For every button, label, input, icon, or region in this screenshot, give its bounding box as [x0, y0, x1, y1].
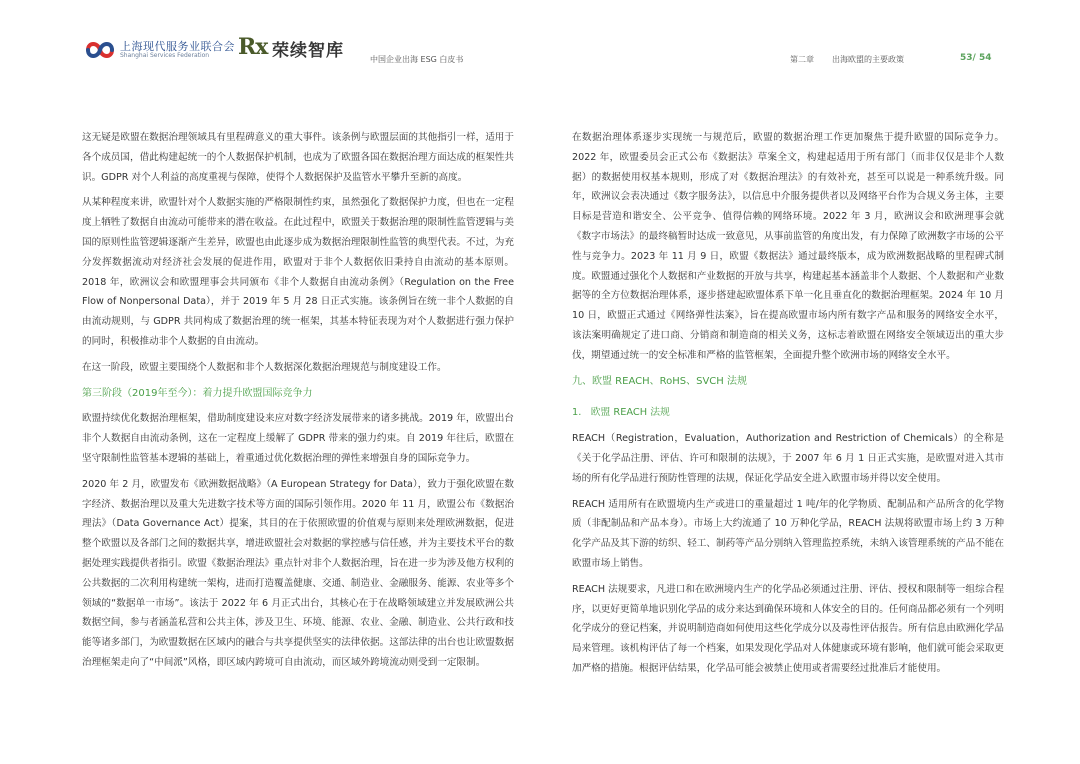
page-number: 53/ 54 — [960, 53, 992, 63]
paragraph: 从某种程度来讲，欧盟针对个人数据实施的严格限制性约束，虽然强化了数据保护力度，但也在一定程度上牺牲了数据自由流动可能带来的潜在收益。在此过程中，欧盟关于数据治理的限制性监管逻辑与美国的原则性监管逻辑逐渐产生差异，欧盟也由此逐步成为数据治理限制性监管的典型代表。不过，为充分发挥数据流动对经济社会发展的促进作用，欧盟对于非个人数据依旧秉持自由流动的基本原则。2018 年，欧洲议会和欧盟理事会共同颁布《非个人数据自由流动条例》（Regulation on the Free Flow of Nonpersonal Data），并于 2019 年 5 月 28 日正式实施。该条例旨在统一非个人数据的自由流动规则，与 GDPR 共同构成了数据治理的统一框架，其基本特征表现为对个人数据进行强力保护的同时，积极推动非个人数据的自由流动。 — [82, 197, 514, 347]
federation-name-en: Shanghai Services Federation — [120, 52, 210, 59]
paragraph: 2020 年 2 月，欧盟发布《欧洲数据战略》（A European Strategy for Data），致力于强化欧盟在数字经济、数据治理以及重大先进数字技术等方面的国际引领作用。2020 年 11 月，欧盟公布《数据治理法》（Data Governance Act）提案，其目的在于依照欧盟的价值观与原则来处理欧洲数据，促进整个欧盟以及各部门之间的数据共享，增进欧盟社会对数据的掌控感与信任感，并为主要技术平台的数据处理实践提供者指引。欧盟《数据治理法》重点针对非个人数据治理，旨在进一步为涉及他方权利的公共数据的二次利用构建统一架构，进而打造覆盖健康、交通、制造业、金融服务、能源、农业等多个领域的“数据单一市场”。该法于 2022 年 6 月正式出台，其核心在于在战略领域建立并发展欧洲公共数据空间，参与者涵盖私营和公共主体，涉及卫生、环境、能源、农业、金融、制造业、公共行政和技能等诸多部门，为欧盟数据在区域内的融合与共享提供坚实的法律依据。这部法律的出台也让欧盟数据治理框架走向了“中间派”风格，即区域内跨境可自由流动，而区域外跨境流动则受到一定限制。 — [82, 478, 514, 668]
paragraph: 欧盟持续优化数据治理框架，借助制度建设来应对数字经济发展带来的诸多挑战。2019 年，欧盟出台非个人数据自由流动条例，这在一定程度上缓解了 GDPR 带来的强力约束。自 2019 年往后，欧盟在坚守限制性监管基本逻辑的基础上，着重通过优化数据治理的弹性来增强自身的国际竞争力。 — [82, 413, 514, 464]
stage-heading: 第三阶段（2019年至今）：着力提升欧盟国际竞争力 — [82, 387, 313, 399]
federation-logo-icon — [84, 38, 116, 62]
document-title: 中国企业出海 ESG 白皮书 — [370, 55, 464, 64]
chapter-label: 第二章 — [790, 55, 814, 64]
right-column — [572, 128, 1004, 685]
paragraph: REACH（Registration，Evaluation，Authorization and Restriction of Chemicals）的全称是《关于化学品注册、评估、许可和限制的法规》，于 2007 年 6 月 1 日正式实施，是欧盟对进入其市场的所有化学品进行预防性管理的法规，保证化学品安全进入欧盟市场并得以安全使用。 — [572, 433, 1004, 484]
paragraph: REACH 法规要求，凡进口和在欧洲境内生产的化学品必须通过注册、评估、授权和限制等一组综合程序，以更好更简单地识别化学品的成分来达到确保环境和人体安全的目的。任何商品都必须有一个列明化学成分的登记档案，并说明制造商如何使用这些化学成分以及毒性评估报告。所有信息由欧洲化学品局来管理。该机构评估了每一个档案，如果发现化学品对人体健康或环境有影响，他们就可能会采取更加严格的措施。根据评估结果，化学品可能会被禁止使用或者需要经过批准后才能使用。 — [572, 583, 1004, 674]
page-header — [0, 0, 1080, 80]
paragraph: 在这一阶段，欧盟主要围绕个人数据和非个人数据深化数据治理规范与制度建设工作。 — [82, 361, 447, 373]
section-heading: 九、欧盟 REACH、RoHS、SVCH 法规 — [572, 375, 747, 387]
brand-mark: Rx — [238, 34, 268, 60]
federation-logo — [84, 36, 235, 64]
brand-name: 荣续智库 — [272, 41, 344, 61]
paragraph: 这无疑是欧盟在数据治理领域具有里程碑意义的重大事件。该条例与欧盟层面的其他指引一样，适用于各个成员国，借此构建起统一的个人数据保护机制，也成为了欧盟各国在数据治理方面达成的框架性共识。GDPR 对个人利益的高度重视与保障，使得个人数据保护及监管水平攀升至新的高度。 — [82, 132, 514, 183]
paragraph: 在数据治理体系逐步实现统一与规范后，欧盟的数据治理工作更加聚焦于提升欧盟的国际竞争力。2022 年，欧盟委员会正式公布《数据法》草案全文，构建起适用于所有部门（而非仅仅是非个人数据）的数据使用权基本规则，形成了对《数据治理法》的有效补充，甚至可以说是一种系统升级。同年，欧洲议会表决通过《数字服务法》，以信息中介服务提供者以及网络平台作为合规义务主体，主要目标是营造和谐安全、公平竞争、值得信赖的网络环境。2022 年 3 月，欧洲议会和欧洲理事会就《数字市场法》的最终稿暂时达成一致意见，从事前监管的角度出发，有力保障了欧洲数字市场的公平性与竞争力。2023 年 11 月 9 日，欧盟《数据法》通过最终版本，成为欧洲数据战略的里程碑式制度。欧盟通过强化个人数据和产业数据的开放与共享，构建起基本涵盖非个人数据、个人数据和产业数据等的全方位数据治理体系，逐步搭建起欧盟体系下单一化且垂直化的数据治理框架。2024 年 10 月 10 日，欧盟正式通过《网络弹性法案》，旨在提高欧盟市场内所有数字产品和服务的网络安全水平，该法案明确规定了进口商、分销商和制造商的相关义务，这标志着欧盟在网络安全领域迈出的重大步伐，期望通过统一的安全标准和严格的监管框架，全面提升整个欧洲市场的网络安全水平。 — [572, 132, 1004, 361]
left-column — [82, 128, 514, 679]
paragraph: REACH 适用所有在欧盟境内生产或进口的重量超过 1 吨/年的化学物质、配制品和产品所含的化学物质（非配制品和产品本身）。市场上大约流通了 10 万种化学品，REACH 法规将欧盟市场上约 3 万种化学产品及其下游的纺织、轻工、制药等产品分别纳入管理监控系统，未纳入该管理系统的产品不能在欧盟市场上销售。 — [572, 498, 1004, 569]
section-title: 出海欧盟的主要政策 — [832, 55, 904, 64]
federation-name-cn: 上海现代服务业联合会 — [120, 40, 235, 53]
sub-heading: 1. 欧盟 REACH 法规 — [572, 407, 670, 419]
